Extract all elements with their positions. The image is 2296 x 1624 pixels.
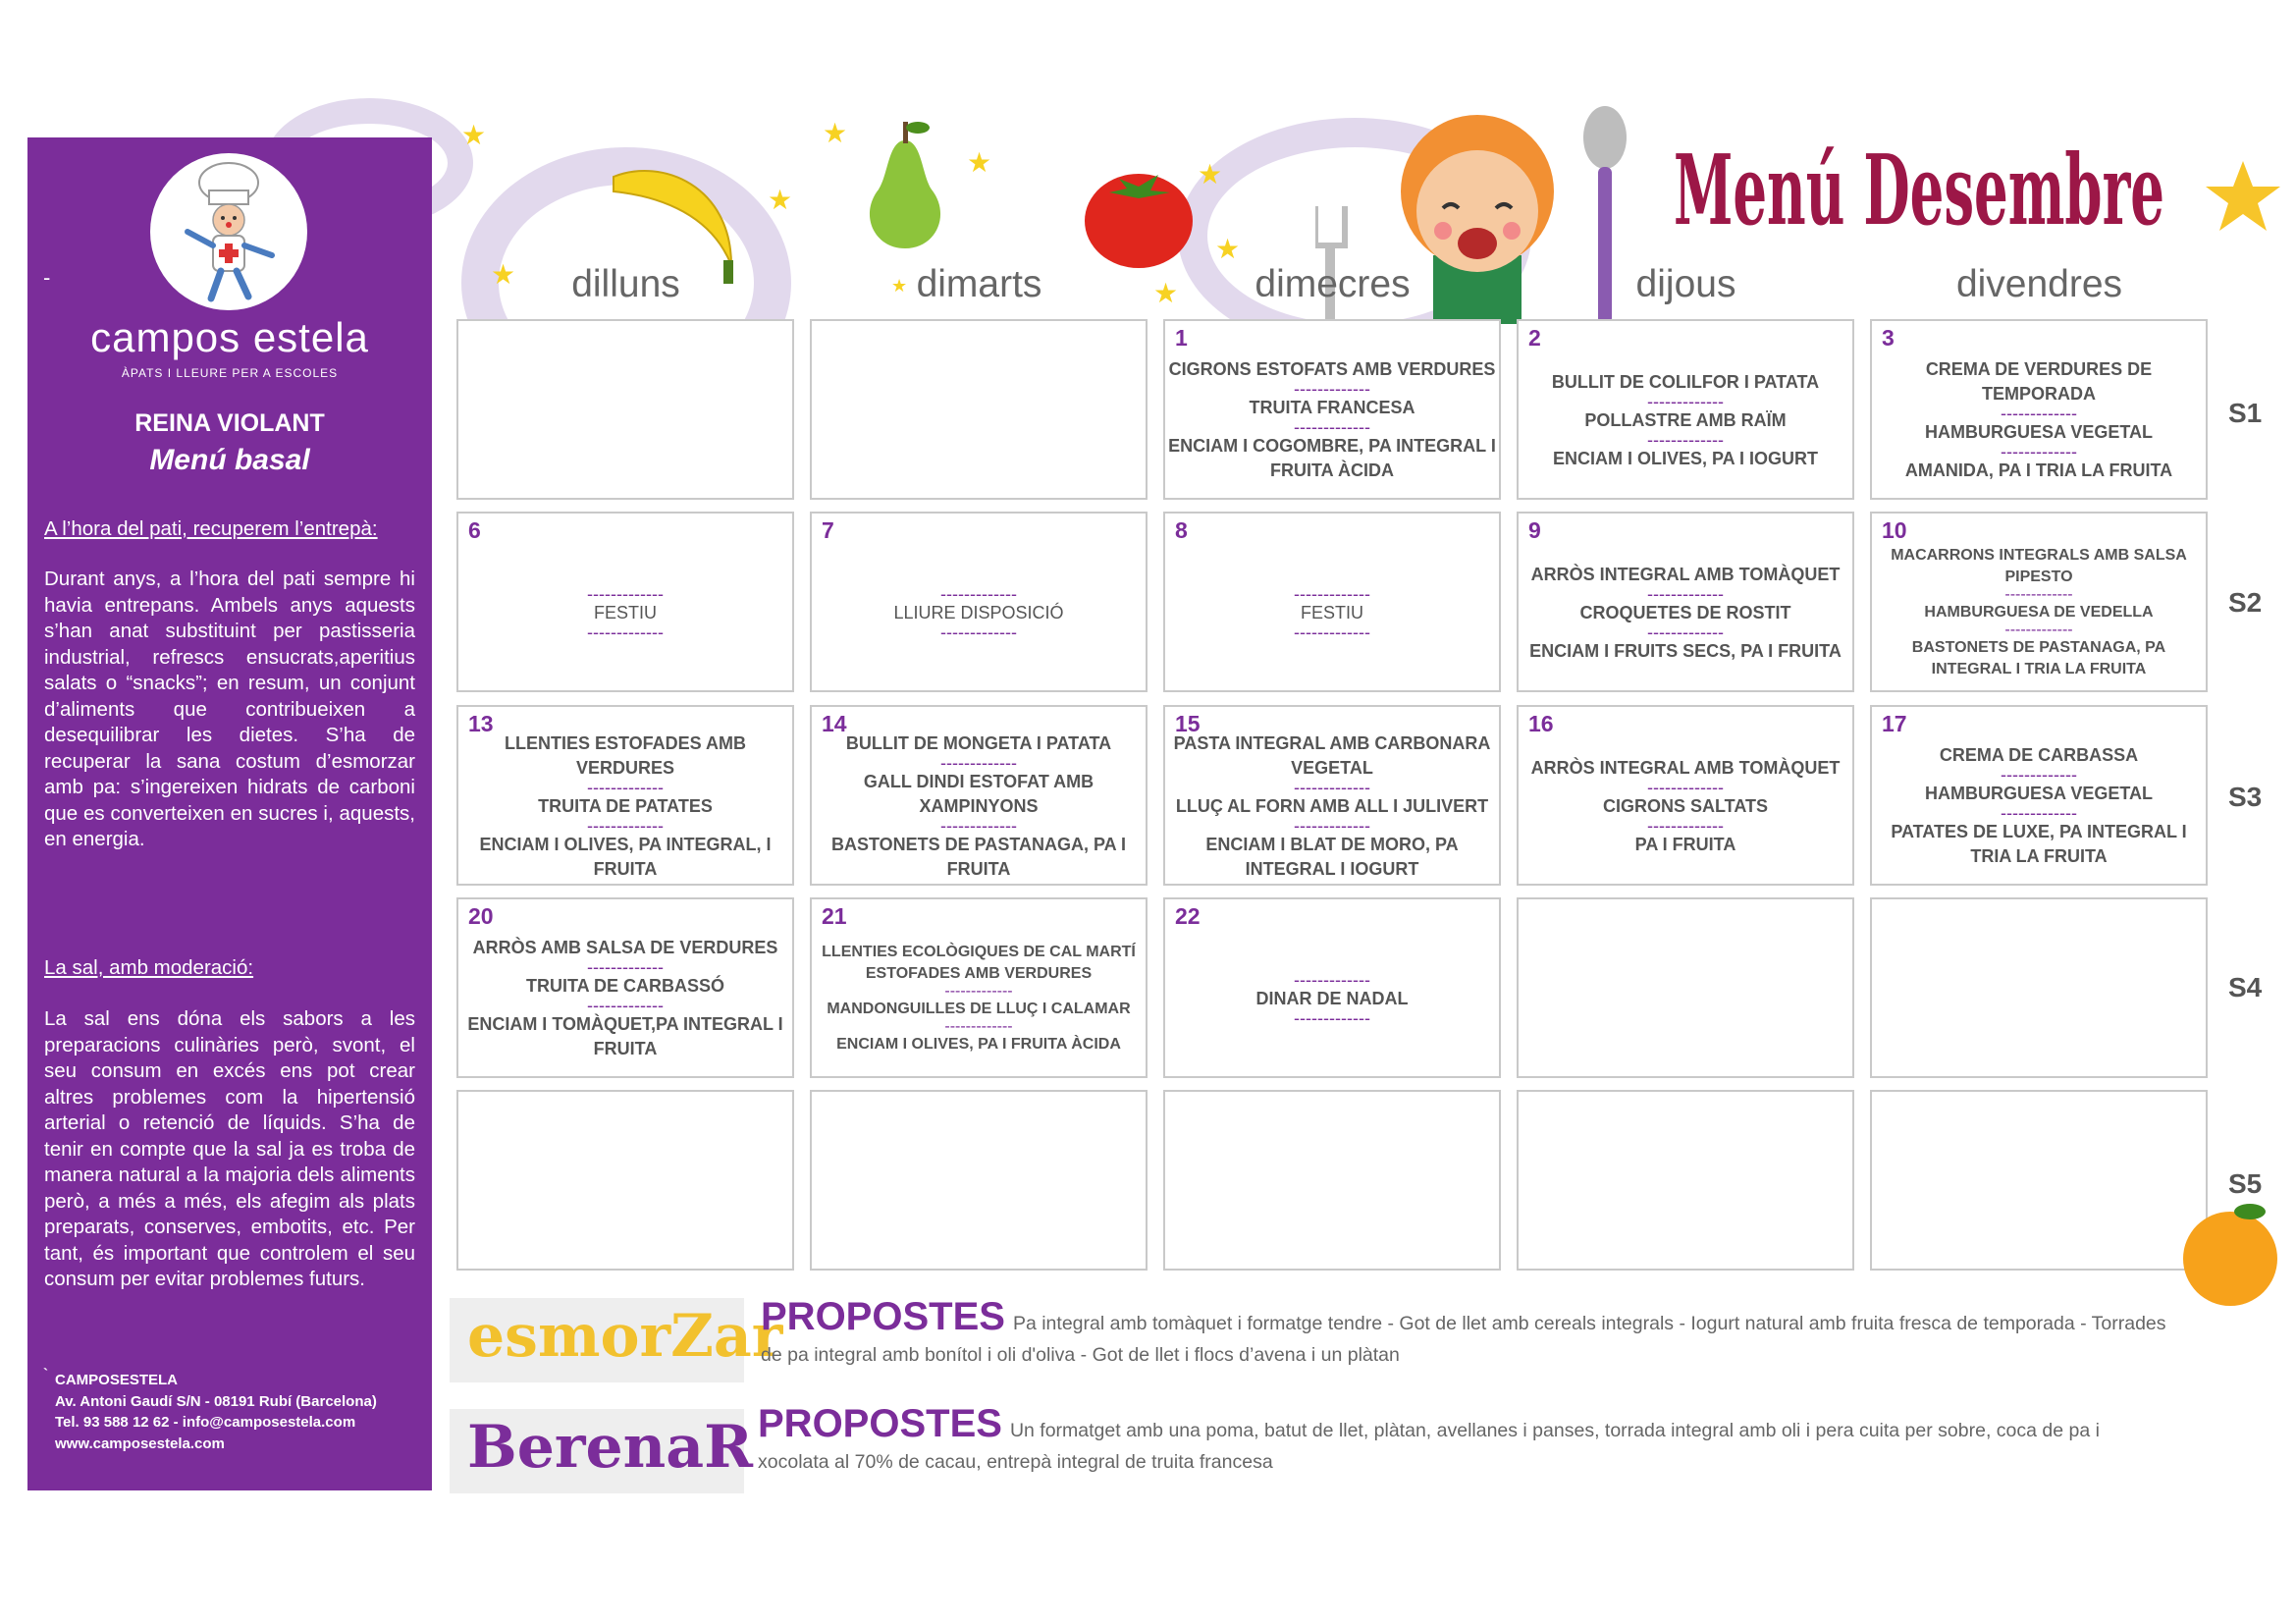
day-number: 16 <box>1528 711 1554 736</box>
company-info <box>43 1366 377 1454</box>
menu-day-cell <box>1870 897 2208 1078</box>
dish-separator: ------------- <box>940 752 1017 773</box>
dish-separator: ------------- <box>1294 379 1370 399</box>
company-tick: ` <box>43 1366 48 1382</box>
info-sidebar <box>27 137 432 1490</box>
menu-day-cell <box>1517 1090 1854 1271</box>
week-label: S5 <box>2228 1168 2263 1199</box>
dish-item: GALL DINDI ESTOFAT AMB XAMPINYONS <box>863 771 1095 816</box>
section-text-sal: La sal ens dóna els sabors a les preparacions culinàries però, svont, el seu consum en excés ens pot crear altres problemes com la hipertensió arterial o retenció de líquids. S’ha de tenir en compte que la sal ja es troba de manera natural a la majoria dels aliments però, a més a més, els afegim als plats preparats, conserves, embotits, etc. Per tant, és important que controlem el seu consum per evitar problemes futurs. <box>44 1007 415 1290</box>
dish-item: ENCIAM I BLAT DE MORO, PA INTEGRAL I IOGURT <box>1205 834 1459 879</box>
week-label: S1 <box>2228 398 2263 428</box>
dish-separator: ------------- <box>1294 969 1370 990</box>
menu-day-cell <box>810 1090 1148 1271</box>
brand-name: campos estela <box>90 314 369 360</box>
star-icon: ★ <box>967 147 992 178</box>
dish-item: TRUITA DE PATATES <box>538 795 713 816</box>
berenar-label: BerenaR <box>467 1413 754 1482</box>
section-heading-sal: La sal, amb moderació: <box>44 956 254 979</box>
menu-day-cell <box>1517 512 1854 692</box>
menu-day-cell <box>456 512 794 692</box>
day-header-friday: divendres <box>1955 263 2123 305</box>
company-contact: Tel. 93 588 12 62 - info@camposestela.com <box>55 1414 356 1431</box>
dish-list <box>812 537 1146 688</box>
dish-item: HAMBURGUESA DE VEDELLA <box>1924 604 2154 621</box>
menu-day-cell <box>1870 319 2208 500</box>
menu-day-cell <box>1870 1090 2208 1271</box>
esmorzar-proposals-label: PROPOSTES <box>761 1295 1005 1338</box>
dish-separator: ------------- <box>1647 429 1724 450</box>
menu-day-cell <box>456 1090 794 1271</box>
dish-item: AMANIDA, PA I TRIA LA FRUITA <box>1904 460 2173 480</box>
dish-list <box>1872 345 2206 496</box>
menu-day-cell <box>1163 705 1501 886</box>
dish-separator: ------------- <box>587 996 664 1015</box>
dish-separator: ------------- <box>2001 803 2077 823</box>
dish-item: ENCIAM I TOMÀQUET,PA INTEGRAL I FRUITA <box>467 1014 783 1058</box>
dash-mark: - <box>43 265 51 290</box>
day-number: 6 <box>468 517 481 543</box>
dish-separator: ------------- <box>2004 622 2073 638</box>
menu-day-cell <box>1163 319 1501 500</box>
dish-list <box>1519 731 1852 882</box>
dish-list <box>1165 923 1499 1074</box>
star-icon: ★ <box>491 259 516 290</box>
day-number: 20 <box>468 903 494 929</box>
dish-item: POLLASTRE AMB RAÏM <box>1584 409 1787 430</box>
dish-separator: ------------- <box>1294 417 1370 437</box>
dish-item: PATATES DE LUXE, PA INTEGRAL I TRIA LA FRUITA <box>1891 822 2187 866</box>
menu-day-cell <box>810 319 1148 500</box>
dish-list <box>1519 345 1852 496</box>
dish-separator: ------------- <box>1294 1007 1370 1028</box>
menu-day-cell <box>810 897 1148 1078</box>
menu-day-cell <box>456 319 794 500</box>
dish-item: MANDONGUILLES DE LLUÇ I CALAMAR <box>827 1001 1131 1017</box>
dish-item: HAMBURGUESA VEGETAL <box>1924 422 2153 442</box>
section-text-entrepa: Durant anys, a l’hora del pati sempre hi havia entrepans. Ambels anys aquests s’han anat substituint per pastisseria industrial, refrescs ensucrats,aperitius salats o “snacks”; en resum, un conjunt d’aliments que contribueixen a desequilibrar les dietes. S’ha de recuperar la sana costum d’esmorzar amb pa: s’ingereixen hidrats de carboni que es converteixen en sucres i, aquests, en energia. <box>44 568 415 850</box>
star-icon: ★ <box>891 276 908 296</box>
day-number: 13 <box>468 711 494 736</box>
dish-item: LLUÇ AL FORN AMB ALL I JULIVERT <box>1175 795 1489 816</box>
dish-item: BASTONETS DE PASTANAGA, PA INTEGRAL I TRIA LA FRUITA <box>1911 639 2166 677</box>
day-number: 17 <box>1882 711 1907 736</box>
berenar-proposals-label: PROPOSTES <box>758 1402 1002 1445</box>
dish-list <box>458 731 792 882</box>
dish-separator: ------------- <box>1647 622 1724 642</box>
day-header-monday: dilluns <box>571 263 680 305</box>
dish-separator: ------------- <box>2001 404 2077 423</box>
dish-list <box>1165 731 1499 882</box>
dish-list <box>458 537 792 688</box>
dish-item: ENCIAM I OLIVES, PA I IOGURT <box>1552 448 1819 468</box>
dish-item: MACARRONS INTEGRALS AMB SALSA PIPESTO <box>1891 547 2187 585</box>
dish-item: BULLIT DE MONGETA I PATATA <box>845 732 1112 753</box>
esmorzar-label: esmorZar <box>467 1302 783 1371</box>
dish-separator: ------------- <box>2001 765 2077 785</box>
day-number: 2 <box>1528 325 1541 351</box>
star-icon: ★ <box>768 185 793 215</box>
day-number: 10 <box>1882 517 1907 543</box>
day-number: 15 <box>1175 711 1201 736</box>
menu-day-cell <box>1517 705 1854 886</box>
dish-item: DINAR DE NADAL <box>1255 988 1409 1008</box>
dish-item: LLENTIES ECOLÒGIQUES DE CAL MARTÍ ESTOFADES AMB VERDURES <box>822 944 1136 982</box>
day-header-thursday: dijous <box>1635 263 1736 305</box>
menu-day-cell <box>1870 512 2208 692</box>
dish-item: CIGRONS ESTOFATS AMB VERDURES <box>1168 359 1496 379</box>
dish-item: PASTA INTEGRAL AMB CARBONARA VEGETAL <box>1173 732 1491 778</box>
esmorzar-ribbon <box>450 1298 783 1382</box>
menu-day-cell <box>1163 1090 1501 1271</box>
day-number: 14 <box>822 711 847 736</box>
dish-separator: ------------- <box>940 815 1017 836</box>
dish-list <box>1165 537 1499 688</box>
brand-tagline: ÀPATS I LLEURE PER A ESCOLES <box>121 366 339 380</box>
dish-separator: ------------- <box>1294 622 1370 642</box>
menu-day-cell <box>1517 897 1854 1078</box>
dish-item: ARRÒS AMB SALSA DE VERDURES <box>472 938 778 957</box>
dish-item: CROQUETES DE ROSTIT <box>1579 602 1791 623</box>
company-web: www.camposestela.com <box>55 1435 225 1452</box>
pear-icon <box>849 116 962 253</box>
dish-item: FESTIU <box>593 602 657 623</box>
dish-list <box>812 923 1146 1074</box>
dish-separator: ------------- <box>2001 442 2077 461</box>
dish-list <box>1872 537 2206 688</box>
berenar-proposals-text: Un formatget amb una poma, batut de llet, plàtan, avellanes i panses, torrada integral amb oli i pera cuita per sobre, coca de pa i xocolata al 70% de cacau, entrepà integral de truita francesa <box>758 1420 2100 1473</box>
dish-item: ENCIAM I OLIVES, PA INTEGRAL, I FRUITA <box>479 834 772 879</box>
dish-item: FESTIU <box>1300 602 1363 623</box>
day-number: 7 <box>822 517 834 543</box>
dish-item: PA I FRUITA <box>1634 834 1736 854</box>
day-header-wednesday: dimecres <box>1255 263 1411 305</box>
dish-list <box>1165 345 1499 496</box>
dish-separator: ------------- <box>587 957 664 977</box>
star-icon: ★ <box>823 118 848 148</box>
menu-day-cell <box>1870 705 2208 886</box>
dish-item: TRUITA FRANCESA <box>1249 398 1415 417</box>
dish-item: ARRÒS INTEGRAL AMB TOMÀQUET <box>1530 564 1841 584</box>
dish-separator: ------------- <box>940 583 1017 604</box>
menu-day-cell <box>456 705 794 886</box>
dish-item: CIGRONS SALTATS <box>1603 795 1768 816</box>
tomato-icon <box>1080 157 1198 270</box>
day-header-tuesday: dimarts <box>916 263 1042 305</box>
dish-item: TRUITA DE CARBASSÓ <box>526 976 724 996</box>
dish-list <box>1872 731 2206 882</box>
berenar-proposals <box>758 1402 2171 1478</box>
week-label: S3 <box>2228 782 2263 812</box>
section-heading-entrepa: A l’hora del pati, recuperem l’entrepà: <box>44 517 378 540</box>
big-star-icon <box>2204 157 2282 236</box>
dish-separator: ------------- <box>940 622 1017 642</box>
dish-item: LLENTIES ESTOFADES AMB VERDURES <box>504 732 747 778</box>
orange-icon <box>2179 1198 2282 1311</box>
star-icon: ★ <box>461 120 487 150</box>
dish-list <box>458 923 792 1074</box>
day-number: 22 <box>1175 903 1201 929</box>
menu-type: Menú basal <box>149 444 310 476</box>
berenar-ribbon <box>450 1409 754 1493</box>
dish-item: BULLIT DE COLILFOR I PATATA <box>1551 371 1820 392</box>
dish-item: CREMA DE CARBASSA <box>1939 745 2139 765</box>
dish-list <box>812 731 1146 882</box>
dish-item: ENCIAM I COGOMBRE, PA INTEGRAL I FRUITA ÀCIDA <box>1168 436 1496 480</box>
day-number: 8 <box>1175 517 1188 543</box>
menu-day-cell <box>810 512 1148 692</box>
menu-title <box>1669 118 2189 265</box>
dish-separator: ------------- <box>1647 815 1724 836</box>
esmorzar-proposals <box>761 1295 2174 1371</box>
dish-separator: ------------- <box>1294 583 1370 604</box>
day-number: 1 <box>1175 325 1188 351</box>
dish-separator: ------------- <box>944 1018 1013 1035</box>
day-number: 21 <box>822 903 847 929</box>
star-icon: ★ <box>1153 278 1179 308</box>
dish-item: CREMA DE VERDURES DE TEMPORADA <box>1925 359 2153 404</box>
dish-item: BASTONETS DE PASTANAGA, PA I FRUITA <box>830 834 1127 879</box>
dish-item: ARRÒS INTEGRAL AMB TOMÀQUET <box>1530 757 1841 778</box>
week-label: S2 <box>2228 587 2263 618</box>
title-text: Menú Desembre <box>1674 135 2164 247</box>
dish-separator: ------------- <box>587 583 664 604</box>
dish-separator: ------------- <box>1647 583 1724 604</box>
dish-separator: ------------- <box>587 622 664 642</box>
chef-icon <box>150 153 307 310</box>
school-name: REINA VIOLANT <box>134 409 325 437</box>
company-address: Av. Antoni Gaudí S/N - 08191 Rubí (Barcelona) <box>55 1392 377 1410</box>
esmorzar-proposals-text: Pa integral amb tomàquet i formatge tendre - Got de llet amb cereals integrals - Iogurt natural amb fruita fresca de temporada - Torrades de pa integral amb bonítol i oli d'oliva - Got de llet i flocs d’avena i un plàtan <box>761 1313 2166 1366</box>
dish-separator: ------------- <box>587 777 664 797</box>
dish-item: LLIURE DISPOSICIÓ <box>893 602 1064 623</box>
dish-separator: ------------- <box>587 815 664 836</box>
star-icon: ★ <box>1198 159 1223 189</box>
dish-separator: ------------- <box>1647 777 1724 797</box>
dish-separator: ------------- <box>1647 391 1724 411</box>
day-number: 3 <box>1882 325 1895 351</box>
dish-list <box>1519 537 1852 688</box>
chef-logo <box>150 153 307 310</box>
dish-separator: ------------- <box>1294 777 1370 797</box>
dish-separator: ------------- <box>944 983 1013 1000</box>
dish-item: ENCIAM I FRUITS SECS, PA I FRUITA <box>1529 640 1842 661</box>
menu-day-cell <box>1517 319 1854 500</box>
dish-separator: ------------- <box>1294 815 1370 836</box>
menu-day-cell <box>1163 897 1501 1078</box>
dish-item: HAMBURGUESA VEGETAL <box>1924 784 2153 803</box>
dish-item: ENCIAM I OLIVES, PA I FRUITA ÀCIDA <box>836 1036 1121 1053</box>
company-name: CAMPOSESTELA <box>55 1372 179 1388</box>
dish-separator: ------------- <box>2004 586 2073 603</box>
day-number: 9 <box>1528 517 1541 543</box>
week-label: S4 <box>2228 972 2263 1002</box>
star-icon: ★ <box>1215 234 1241 264</box>
menu-day-cell <box>456 897 794 1078</box>
menu-day-cell <box>1163 512 1501 692</box>
menu-day-cell <box>810 705 1148 886</box>
